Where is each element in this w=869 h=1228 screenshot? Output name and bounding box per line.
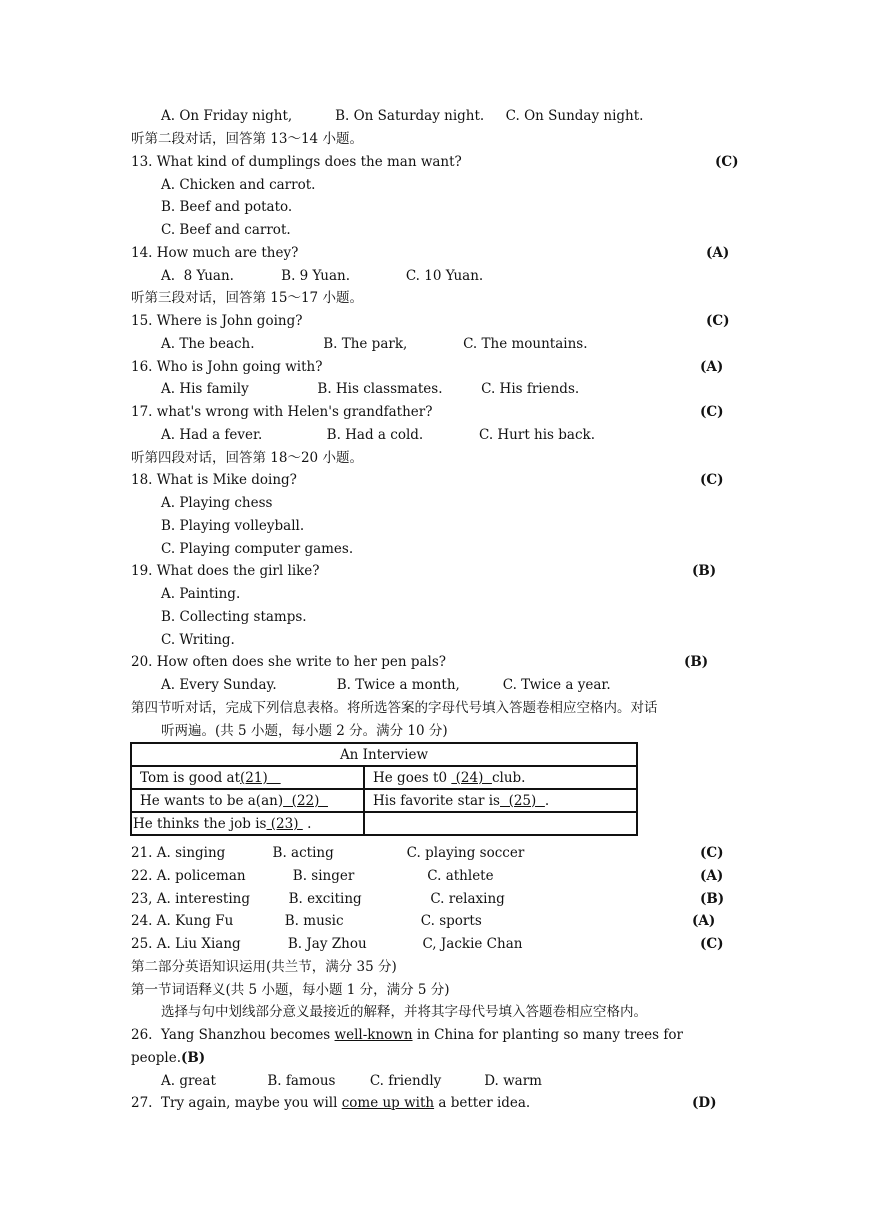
q27-underlined-phrase: come up with (341, 1095, 435, 1111)
q26-options: A. great B. famous C. friendly D. warm (161, 1073, 542, 1089)
answer-18: (C) (700, 472, 724, 488)
question-25: 25. A. Liu Xiang B. Jay Zhou C, Jackie Chan (131, 936, 523, 952)
question-14: 14. How much are they? (131, 245, 299, 261)
blank-23: (23) (266, 815, 303, 832)
interview-table (130, 742, 638, 836)
question-27: 27. Try again, maybe you will come up with a better idea. (131, 1095, 531, 1111)
answer-26: (B) (181, 1050, 206, 1066)
q12-options: A. On Friday night, B. On Saturday night. C. On Sunday night. (161, 108, 644, 124)
q18-option-b: B. Playing volleyball. (161, 518, 305, 534)
question-26: 26. Yang Shanzhou becomes well-known in China for planting so many trees for (131, 1027, 683, 1043)
answer-27: (D) (692, 1095, 717, 1111)
q16-options: A. His family B. His classmates. C. His friends. (161, 381, 580, 397)
q14-options: A. 8 Yuan. B. 9 Yuan. C. 10 Yuan. (161, 268, 484, 284)
question-18: 18. What is Mike doing? (131, 472, 297, 488)
blank-22: (22) (283, 792, 328, 809)
answer-23: (B) (700, 891, 725, 907)
q20-options: A. Every Sunday. B. Twice a month, C. Twice a year. (161, 677, 611, 693)
answer-14: (A) (706, 245, 730, 261)
part2-instruction: 选择与句中划线部分意义最接近的解释，并将其字母代号填入答题卷相应空格内。 (161, 1004, 647, 1020)
section2-intro: 听第二段对话，回答第 13～14 小题。 (131, 131, 363, 147)
q18-option-a: A. Playing chess (161, 495, 273, 511)
answer-17: (C) (700, 404, 724, 420)
q13-option-a: A. Chicken and carrot. (161, 177, 316, 193)
answer-15: (C) (706, 313, 730, 329)
table-cell-empty (364, 812, 637, 835)
answer-20: (B) (684, 654, 709, 670)
answer-22: (A) (700, 868, 724, 884)
table-cell-22: He wants to be a(an) (22) (131, 789, 364, 812)
table-cell-21: Tom is good at(21) (131, 766, 364, 789)
question-19: 19. What does the girl like? (131, 563, 320, 579)
question-23: 23, A. interesting B. exciting C. relaxing (131, 891, 505, 907)
section4-intro: 听第四段对话，回答第 18～20 小题。 (131, 450, 363, 466)
q17-options: A. Had a fever. B. Had a cold. C. Hurt his back. (161, 427, 596, 443)
q13-option-c: C. Beef and carrot. (161, 222, 291, 238)
answer-25: (C) (700, 936, 724, 952)
interview-table-title: An Interview (131, 743, 637, 766)
question-13: 13. What kind of dumplings does the man want? (131, 154, 462, 170)
q13-option-b: B. Beef and potato. (161, 199, 293, 215)
blank-21: (21) (240, 769, 281, 786)
answer-13: (C) (715, 154, 739, 170)
table-cell-25: His favorite star is (25) . (364, 789, 637, 812)
part2-title: 第二部分英语知识运用(共兰节，满分 35 分) (131, 959, 397, 975)
part4-intro-line2: 听两遍。(共 5 小题，每小题 2 分。满分 10 分) (161, 723, 448, 739)
question-16: 16. Who is John going with? (131, 359, 323, 375)
question-26-line2: people.(B) (131, 1050, 206, 1066)
answer-16: (A) (700, 359, 724, 375)
q19-option-b: B. Collecting stamps. (161, 609, 307, 625)
table-cell-24: He goes t0 (24) club. (364, 766, 637, 789)
q18-option-c: C. Playing computer games. (161, 541, 354, 557)
section3-intro: 听第三段对话，回答第 15～17 小题。 (131, 290, 363, 306)
blank-25: (25) (499, 792, 545, 809)
question-15: 15. Where is John going? (131, 313, 303, 329)
q19-option-a: A. Painting. (161, 586, 241, 602)
question-17: 17. what's wrong with Helen's grandfather? (131, 404, 433, 420)
q26-underlined-phrase: well-known (334, 1027, 413, 1043)
blank-24: (24) (451, 769, 492, 786)
answer-19: (B) (692, 563, 717, 579)
part2-section1-title: 第一节词语释义(共 5 小题，每小题 1 分，满分 5 分) (131, 982, 450, 998)
answer-21: (C) (700, 845, 724, 861)
part4-intro-line1: 第四节听对话，完成下列信息表格。将所选答案的字母代号填入答题卷相应空格内。对话 (131, 700, 658, 716)
answer-24: (A) (692, 913, 716, 929)
question-24: 24. A. Kung Fu B. music C. sports (131, 913, 482, 929)
question-22: 22. A. policeman B. singer C. athlete (131, 868, 494, 884)
question-20: 20. How often does she write to her pen pals? (131, 654, 447, 670)
q15-options: A. The beach. B. The park, C. The mountains. (161, 336, 588, 352)
question-21: 21. A. singing B. acting C. playing soccer (131, 845, 525, 861)
q19-option-c: C. Writing. (161, 632, 235, 648)
table-cell-23: He thinks the job is (23) . (131, 812, 364, 835)
